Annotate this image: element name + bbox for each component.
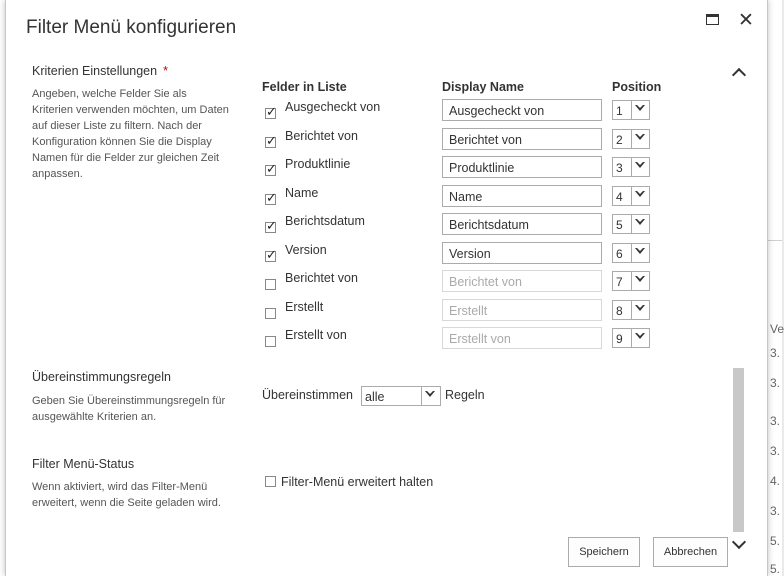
background-cell: 4. [770,474,781,488]
save-button[interactable]: Speichern [568,537,640,567]
matching-suffix: Regeln [445,388,485,402]
field-label: Version [285,243,327,257]
field-checkbox[interactable] [265,336,276,347]
matching-prefix: Übereinstimmen [262,388,354,402]
field-checkbox[interactable] [265,162,277,177]
position-value: 3 [616,161,623,175]
checkmark-icon: ✓ [266,191,277,206]
background-divider [766,240,782,241]
background-cell: 3. [770,414,781,428]
display-name-input[interactable]: Produktlinie [442,156,602,178]
checkmark-icon: ✓ [266,162,277,177]
background-cell: 5. [770,534,781,548]
background-column-header: Ve [770,322,784,336]
header-position: Position [612,80,662,94]
chevron-down-icon [631,301,649,319]
criteria-description: Angeben, welche Felder Sie als Kriterien verwenden möchten, um Daten auf dieser Liste zu filtern. Nach der Konfiguration können Sie die Display Namen für die Felder zur gleichen Zeit anpassen. [32,88,229,180]
display-name-input[interactable]: Ausgecheckt von [442,99,602,121]
maximize-icon[interactable] [706,14,719,25]
position-value: 6 [616,247,623,261]
position-select[interactable] [612,214,650,234]
field-checkbox[interactable] [265,134,277,149]
position-value: 8 [616,304,623,318]
dialog-content [6,52,731,560]
position-select[interactable] [612,157,650,177]
field-checkbox[interactable] [265,191,277,206]
display-name-input[interactable]: Erstellt [442,299,602,321]
checkmark-icon: ✓ [266,105,277,120]
position-value: 4 [616,190,623,204]
field-label: Produktlinie [285,157,351,171]
background-cell: 3. [770,346,781,360]
field-checkbox[interactable] [265,308,276,319]
field-checkbox[interactable] [265,279,276,290]
position-select[interactable] [612,129,650,149]
display-name-input[interactable]: Erstellt von [442,327,602,349]
matching-section-title: Übereinstimmungsregeln [32,370,171,384]
background-cell: 3. [770,504,781,518]
header-display-name: Display Name [442,80,524,94]
background-cell: 3. [770,444,781,458]
status-description: Wenn aktiviert, wird das Filter-Menü erweitert, wenn die Seite geladen wird. [32,481,221,509]
position-select[interactable] [612,100,650,120]
field-label: Berichtet von [285,271,358,285]
position-value: 9 [616,332,623,346]
dialog-scrollbar[interactable] [731,62,747,558]
status-section-title: Filter Menü-Status [32,457,135,471]
filter-menu-dialog [5,0,768,576]
field-label: Name [285,186,319,200]
field-checkbox[interactable] [265,219,277,234]
header-fields: Felder in Liste [262,80,347,94]
chevron-down-icon [631,329,649,347]
matching-rule-value: alle [365,390,385,404]
scrollbar-thumb[interactable] [733,368,744,532]
position-value: 7 [616,275,623,289]
field-checkbox[interactable] [265,105,277,120]
criteria-section-title [32,64,168,78]
display-name-input[interactable]: Berichtet von [442,128,602,150]
criteria-title-text: Kriterien Einstellungen [32,64,158,78]
expand-filter-label: Filter-Menü erweitert halten [281,475,434,489]
matching-rule-select[interactable] [361,386,441,406]
chevron-down-icon [631,272,649,290]
background-cell: 3. [770,376,781,390]
position-select[interactable] [612,328,650,348]
dialog-title: Filter Menü konfigurieren [26,17,237,38]
display-name-input[interactable]: Berichtsdatum [442,213,602,235]
cancel-button[interactable]: Abbrechen [653,537,728,567]
checkmark-icon: ✓ [266,248,277,263]
position-select[interactable] [612,300,650,320]
chevron-down-icon [631,130,649,148]
position-select[interactable] [612,271,650,291]
checkmark-icon: ✓ [266,219,277,234]
chevron-down-icon [631,187,649,205]
required-mark: * [163,64,168,78]
chevron-down-icon [631,215,649,233]
field-label: Berichtet von [285,129,358,143]
chevron-down-icon [631,158,649,176]
close-icon[interactable]: ✕ [738,10,754,31]
chevron-down-icon [421,387,440,405]
display-name-input[interactable]: Name [442,185,602,207]
scroll-up-icon[interactable] [734,69,744,83]
field-label: Ausgecheckt von [285,100,381,114]
position-value: 1 [616,104,623,118]
field-label: Erstellt [285,300,324,314]
field-label: Berichtsdatum [285,214,365,228]
display-name-input[interactable]: Version [442,242,602,264]
scroll-down-icon[interactable] [734,536,744,550]
display-name-input[interactable]: Berichtet von [442,270,602,292]
chevron-down-icon [631,244,649,262]
checkmark-icon: ✓ [266,134,277,149]
field-label: Erstellt von [285,328,347,342]
position-value: 5 [616,218,623,232]
matching-description: Geben Sie Übereinstimmungsregeln für ausgewählte Kriterien an. [32,395,226,423]
field-checkbox[interactable] [265,248,277,263]
position-select[interactable] [612,243,650,263]
background-cell: 5. [770,562,781,576]
position-select[interactable] [612,186,650,206]
expand-filter-checkbox[interactable] [265,476,276,487]
chevron-down-icon [631,101,649,119]
position-value: 2 [616,133,623,147]
